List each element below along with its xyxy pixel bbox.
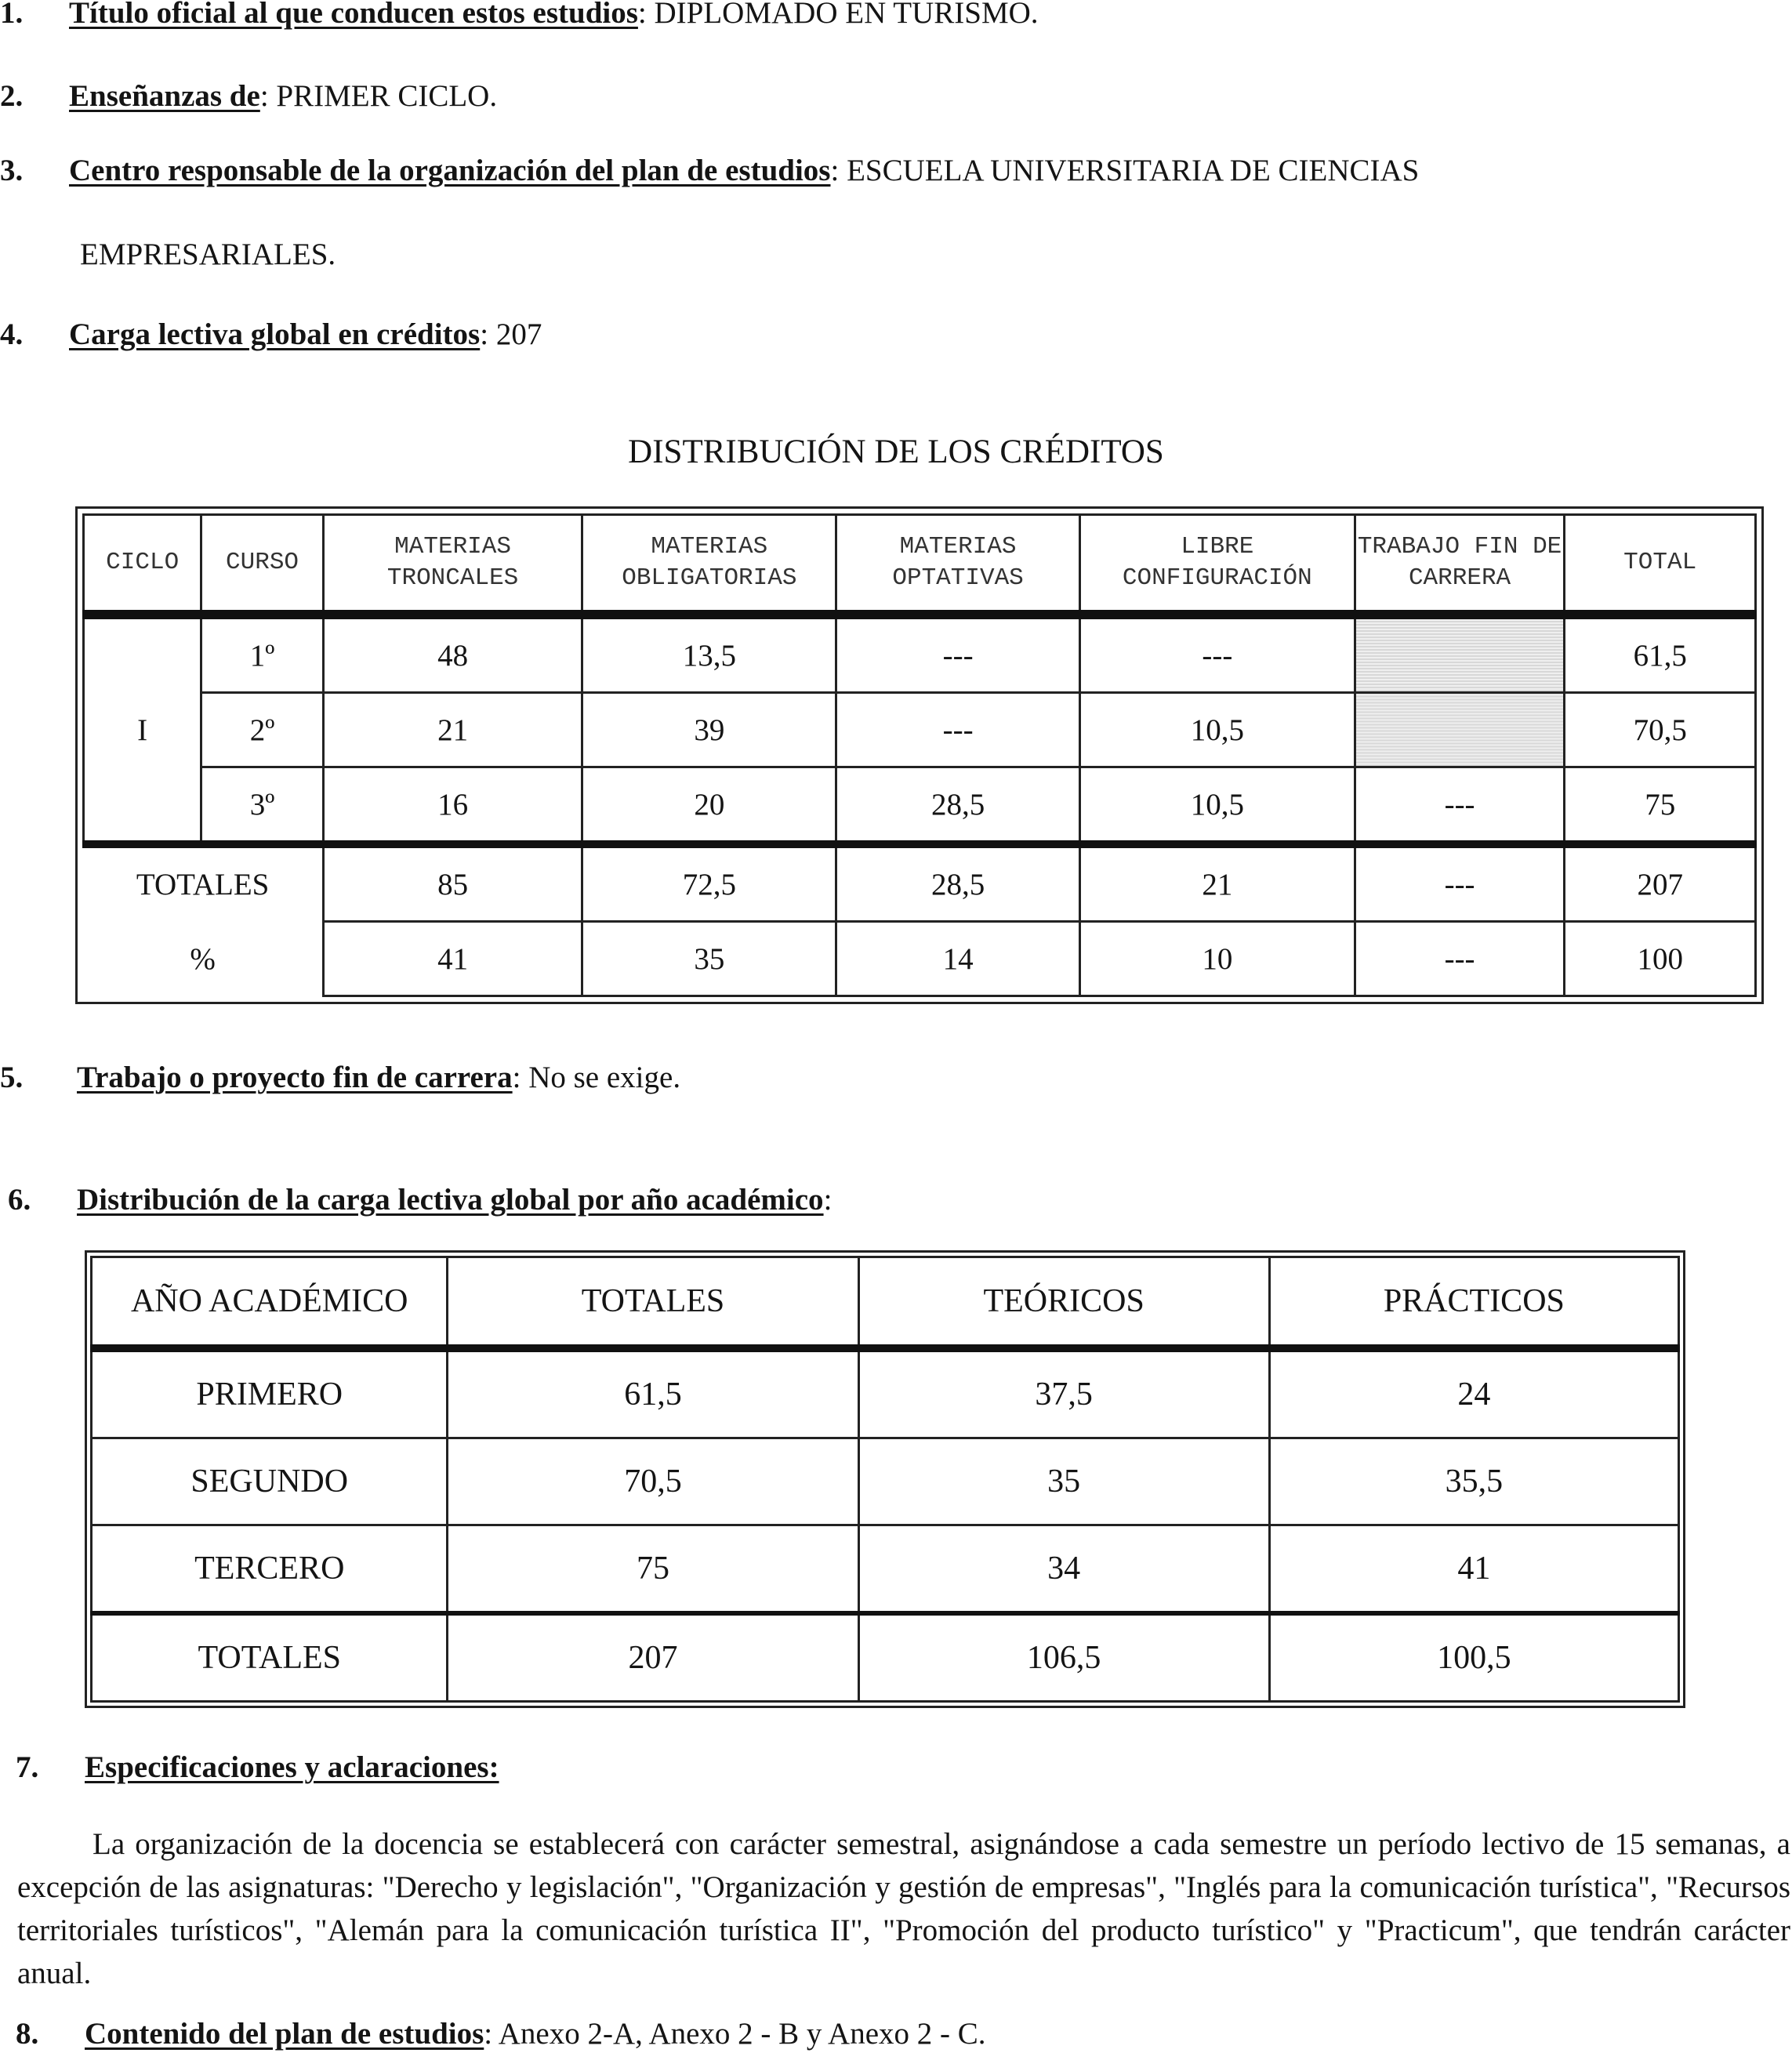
credits-table-title: DISTRIBUCIÓN DE LOS CRÉDITOS <box>628 433 1164 470</box>
item-2-heading: Enseñanzas de <box>69 79 260 113</box>
libre-cell: 10,5 <box>1079 693 1355 767</box>
year-cell: TOTALES <box>92 1613 448 1702</box>
item-4-heading: Carga lectiva global en créditos <box>69 317 481 351</box>
troncales-cell: 16 <box>323 767 582 845</box>
trabajo-cell: --- <box>1355 767 1565 845</box>
specifications-paragraph <box>17 1823 1790 1995</box>
total-cell: 207 <box>1565 844 1756 922</box>
item-7-heading: Especificaciones y aclaraciones: <box>85 1750 499 1784</box>
teoricos-cell: 37,5 <box>858 1348 1269 1438</box>
header-total: TOTAL <box>1565 515 1756 615</box>
table-row <box>92 1525 1679 1614</box>
table-row <box>92 1438 1679 1525</box>
item-1-heading: Título oficial al que conducen estos estudios <box>69 0 638 30</box>
table-row <box>84 615 1756 693</box>
total-cell: 100 <box>1565 922 1756 996</box>
libre-cell: --- <box>1079 615 1355 693</box>
credits-table <box>82 513 1757 997</box>
table-row <box>92 1348 1679 1438</box>
obligatorias-cell: 39 <box>582 693 836 767</box>
item-8-heading: Contenido del plan de estudios <box>85 2017 484 2051</box>
item-5-value: : No se exige. <box>512 1061 681 1094</box>
header-troncales: MATERIAS TRONCALES <box>323 515 582 615</box>
libre-cell: 10 <box>1079 922 1355 996</box>
paragraph-text: La organización de la docencia se establecerá con carácter semestral, asignándose a cada semestre un período lectivo de 15 semanas, a excepción de las asignaturas: "Derecho y legislación", "Organización y gestión de empresas", "Inglés para la comunicación turística", "Recursos territoriales turísticos", "Alemán para la comunicación turística II", "Promoción del producto turístico" y "Practicum", que tendrán carácter anual. <box>17 1827 1790 1990</box>
header-teoricos: TEÓRICOS <box>858 1257 1269 1349</box>
item-3-heading: Centro responsable de la organización del plan de estudios <box>69 154 831 187</box>
optativas-cell: 28,5 <box>836 767 1080 845</box>
obligatorias-cell: 35 <box>582 922 836 996</box>
troncales-cell: 21 <box>323 693 582 767</box>
curso-cell: 2º <box>201 693 323 767</box>
item-6-value: : <box>823 1183 833 1217</box>
percent-label: % <box>190 941 216 976</box>
credits-header-row <box>84 515 1756 615</box>
curso-cell: 1º <box>201 615 323 693</box>
item-5: 5. Trabajo o proyecto fin de carrera: No se exige. <box>0 1061 681 1094</box>
practicos-cell: 24 <box>1269 1348 1678 1438</box>
item-2-value: : PRIMER CICLO. <box>259 79 498 113</box>
year-cell: SEGUNDO <box>92 1438 448 1525</box>
troncales-cell: 41 <box>323 922 582 996</box>
totales-cell: 207 <box>448 1613 858 1702</box>
optativas-cell: --- <box>836 693 1080 767</box>
teoricos-cell: 35 <box>858 1438 1269 1525</box>
practicos-cell: 100,5 <box>1269 1613 1678 1702</box>
totales-cell: 75 <box>448 1525 858 1614</box>
item-8: 8. Contenido del plan de estudios: Anexo 2-A, Anexo 2 - B y Anexo 2 - C. <box>16 2017 986 2051</box>
practicos-cell: 41 <box>1269 1525 1678 1614</box>
item-7: 7. Especificaciones y aclaraciones: <box>16 1750 499 1784</box>
item-2: 2. Enseñanzas de: PRIMER CICLO. <box>0 79 498 113</box>
years-header-row <box>92 1257 1679 1349</box>
header-practicos: PRÁCTICOS <box>1269 1257 1678 1349</box>
totales-label: TOTALES <box>84 844 324 922</box>
header-ciclo: CICLO <box>84 515 201 615</box>
troncales-cell: 85 <box>323 844 582 922</box>
ciclo-cell: I <box>84 615 201 844</box>
item-4-value: : 207 <box>480 317 542 351</box>
item-6: 6. Distribución de la carga lectiva global por año académico: <box>8 1183 833 1217</box>
header-totales: TOTALES <box>448 1257 858 1349</box>
totales-cell: 61,5 <box>448 1348 858 1438</box>
obligatorias-cell: 72,5 <box>582 844 836 922</box>
header-trabajo: TRABAJO FIN DE CARRERA <box>1355 515 1565 615</box>
teoricos-cell: 34 <box>858 1525 1269 1614</box>
item-4: 4. Carga lectiva global en créditos: 207 <box>0 317 542 351</box>
total-cell: 70,5 <box>1565 693 1756 767</box>
year-cell: PRIMERO <box>92 1348 448 1438</box>
trabajo-cell: --- <box>1355 922 1565 996</box>
libre-cell: 10,5 <box>1079 767 1355 845</box>
trabajo-cell: --- <box>1355 844 1565 922</box>
header-year: AÑO ACADÉMICO <box>92 1257 448 1349</box>
item-8-value: : Anexo 2-A, Anexo 2 - B y Anexo 2 - C. <box>484 2017 986 2051</box>
table-row <box>84 767 1756 845</box>
obligatorias-cell: 13,5 <box>582 615 836 693</box>
item-6-heading: Distribución de la carga lectiva global por año académico <box>77 1183 824 1217</box>
table-row <box>92 1613 1679 1702</box>
header-libre: LIBRE CONFIGURACIÓN <box>1079 515 1355 615</box>
trabajo-shaded-cell <box>1355 693 1565 767</box>
total-cell: 75 <box>1565 767 1756 845</box>
troncales-cell: 48 <box>323 615 582 693</box>
item-3: 3. Centro responsable de la organización del plan de estudios: ESCUELA UNIVERSITARIA DE CIENCIAS <box>0 154 1420 187</box>
teoricos-cell: 106,5 <box>858 1613 1269 1702</box>
curso-cell: 3º <box>201 767 323 845</box>
item-1-value: : DIPLOMADO EN TURISMO. <box>637 0 1039 30</box>
item-3-value-cont: EMPRESARIALES. <box>80 238 336 271</box>
header-curso: CURSO <box>201 515 323 615</box>
trabajo-shaded-cell <box>1355 615 1565 693</box>
libre-cell: 21 <box>1079 844 1355 922</box>
optativas-cell: --- <box>836 615 1080 693</box>
table-row <box>84 693 1756 767</box>
totales-cell: 70,5 <box>448 1438 858 1525</box>
year-cell: TERCERO <box>92 1525 448 1614</box>
obligatorias-cell: 20 <box>582 767 836 845</box>
optativas-cell: 28,5 <box>836 844 1080 922</box>
optativas-cell: 14 <box>836 922 1080 996</box>
totales-row <box>84 844 1756 922</box>
item-1: 1. Título oficial al que conducen estos estudios: DIPLOMADO EN TURISMO. <box>0 0 1039 31</box>
item-5-heading: Trabajo o proyecto fin de carrera <box>77 1061 513 1094</box>
percent-row <box>84 922 1756 996</box>
total-cell: 61,5 <box>1565 615 1756 693</box>
item-3-value: : ESCUELA UNIVERSITARIA DE CIENCIAS <box>830 154 1420 187</box>
practicos-cell: 35,5 <box>1269 1438 1678 1525</box>
header-obligatorias: MATERIAS OBLIGATORIAS <box>582 515 836 615</box>
years-table <box>90 1256 1680 1703</box>
header-optativas: MATERIAS OPTATIVAS <box>836 515 1080 615</box>
